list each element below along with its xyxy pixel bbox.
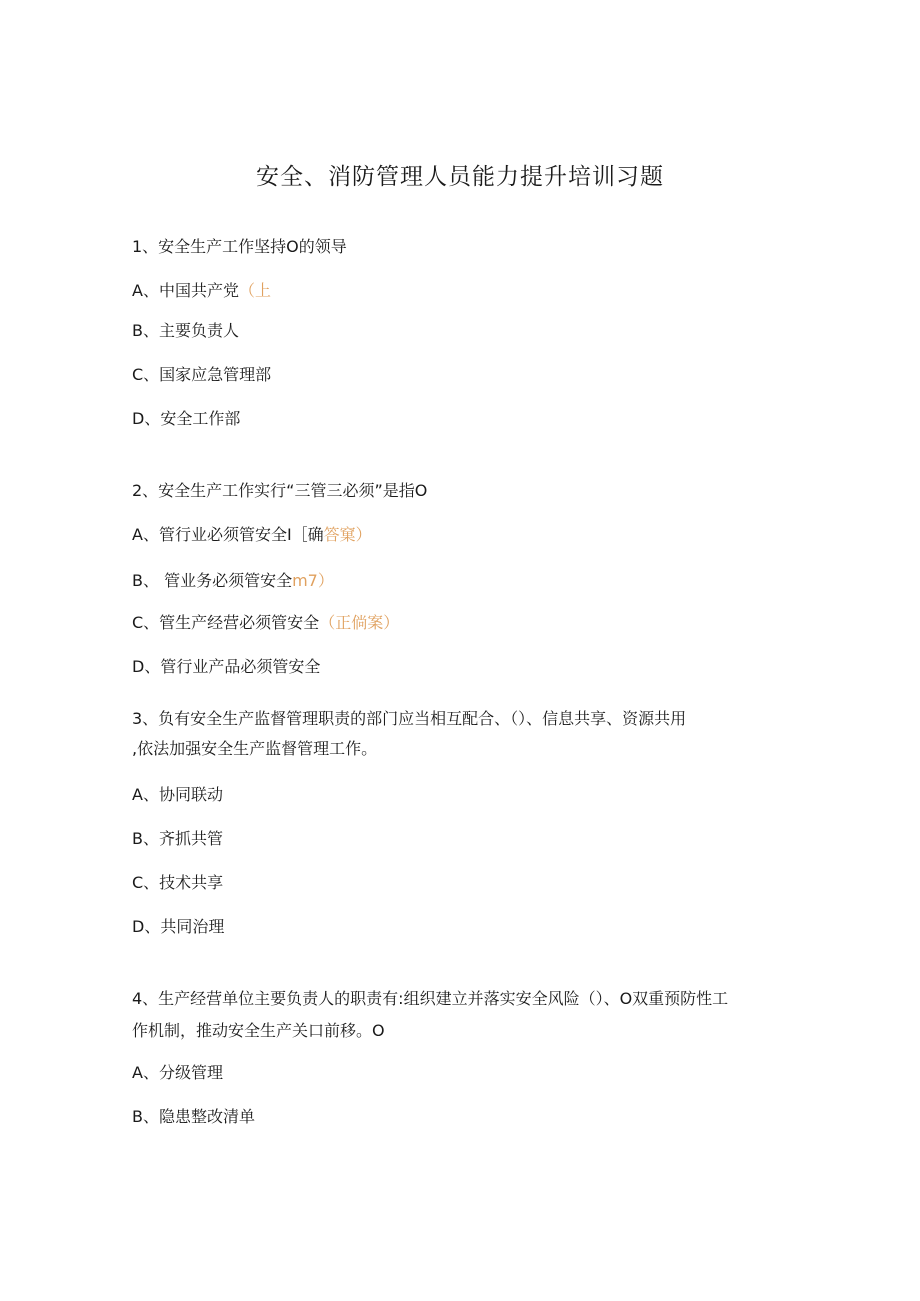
option-text: A、管行业必须管安全I［确	[132, 525, 324, 544]
answer-mark: 答窠）	[323, 525, 372, 544]
question-1-option-b: B、主要负责人	[132, 321, 239, 340]
question-4-option-b: B、隐患整改清单	[132, 1107, 255, 1126]
option-text: C、管生产经营必须管安全	[132, 613, 320, 632]
answer-mark: （上	[238, 281, 271, 300]
question-3-option-a: A、协同联动	[132, 785, 223, 804]
answer-mark: （正倘案）	[319, 613, 400, 632]
question-2-option-d: D、管行业产品必须管安全	[132, 657, 321, 676]
option-text: B、 管业务必须管安全	[132, 571, 293, 590]
question-3-option-b: B、齐抓共管	[132, 829, 223, 848]
question-2-option-b	[132, 570, 334, 592]
question-3-stem: 3、负有安全生产监督管理职责的部门应当相互配合、（）、信息共享、资源共用	[132, 709, 687, 728]
question-4-stem-continued: 作机制，推动安全生产关口前移。O	[132, 1021, 385, 1040]
answer-mark: m7）	[292, 571, 334, 590]
page-title: 安全、消防管理人员能力提升培训习题	[256, 164, 664, 190]
question-4-option-a: A、分级管理	[132, 1063, 223, 1082]
question-3-option-c: C、技术共享	[132, 873, 224, 892]
question-1-option-d: D、安全工作部	[132, 409, 241, 428]
option-text: A、中国共产党	[132, 281, 239, 300]
question-3-option-d: D、共同治理	[132, 917, 225, 936]
question-2-stem: 2、安全生产工作实行“三管三必须”是指O	[132, 481, 428, 500]
question-1-option-a	[132, 280, 271, 302]
question-1-option-c: C、国家应急管理部	[132, 365, 272, 384]
question-3-stem-continued: ,依法加强安全生产监督管理工作。	[132, 739, 378, 758]
question-2-option-c	[132, 612, 399, 634]
question-1-stem: 1、安全生产工作坚持O的领导	[132, 237, 347, 256]
question-4-stem: 4、生产经营单位主要负责人的职责有:组织建立并落实安全风险（）、O双重预防性工	[132, 989, 729, 1008]
question-2-option-a	[132, 524, 372, 546]
